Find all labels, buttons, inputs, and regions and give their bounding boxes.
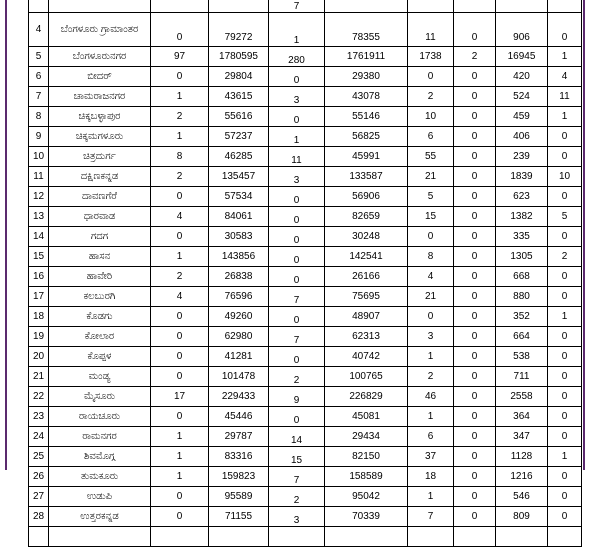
col4-value-cell: 62313: [325, 327, 408, 347]
col2-value-cell: 30583: [209, 227, 269, 247]
district-name-cell: ತುಮಕೂರು: [49, 467, 151, 487]
table-row: [29, 87, 582, 107]
serial-number-cell: 17: [29, 287, 49, 307]
col3-value-cell: 0: [269, 307, 325, 327]
col7-value-cell: 906: [496, 13, 548, 47]
col3-value-cell: 0: [269, 247, 325, 267]
table-row: [29, 367, 582, 387]
col6-value-cell: 0: [454, 127, 496, 147]
col3-value-cell: 0: [269, 187, 325, 207]
col6-value-cell: 0: [454, 87, 496, 107]
col4-value-cell: 40742: [325, 347, 408, 367]
col4-value-cell: 70339: [325, 507, 408, 527]
col4-value-cell: [325, 0, 408, 13]
col4-value-cell: 29380: [325, 67, 408, 87]
col3-value-cell: 7: [269, 467, 325, 487]
col5-value-cell: 0: [408, 67, 454, 87]
col8-value-cell: 0: [548, 507, 582, 527]
serial-number-cell: 10: [29, 147, 49, 167]
col7-value-cell: 809: [496, 507, 548, 527]
serial-number-cell: 23: [29, 407, 49, 427]
serial-number-cell: 13: [29, 207, 49, 227]
col2-value-cell: 159823: [209, 467, 269, 487]
col2-value-cell: 79272: [209, 13, 269, 47]
serial-number-cell: 4: [29, 13, 49, 47]
serial-number-cell: 16: [29, 267, 49, 287]
page-border-left: [5, 0, 7, 470]
district-name-cell: ಚಿತ್ರದುರ್ಗ: [49, 147, 151, 167]
district-name-cell: ಬೆಂಗಳೂರು ಗ್ರಾಮಾಂತರ: [49, 13, 151, 47]
col8-value-cell: 11: [548, 87, 582, 107]
table-row: [29, 327, 582, 347]
col5-value-cell: [408, 527, 454, 547]
serial-number-cell: [29, 527, 49, 547]
col4-value-cell: 45991: [325, 147, 408, 167]
district-name-cell: [49, 0, 151, 13]
col8-value-cell: 0: [548, 287, 582, 307]
col7-value-cell: 364: [496, 407, 548, 427]
col1-value-cell: 97: [151, 47, 209, 67]
serial-number-cell: 24: [29, 427, 49, 447]
col6-value-cell: 0: [454, 267, 496, 287]
col5-value-cell: 11: [408, 13, 454, 47]
col5-value-cell: 1: [408, 407, 454, 427]
col8-value-cell: 2: [548, 247, 582, 267]
col8-value-cell: 1: [548, 307, 582, 327]
col5-value-cell: 15: [408, 207, 454, 227]
col5-value-cell: 4: [408, 267, 454, 287]
col6-value-cell: 0: [454, 287, 496, 307]
col6-value-cell: 0: [454, 13, 496, 47]
district-name-cell: ಗದಗ: [49, 227, 151, 247]
col4-value-cell: 55146: [325, 107, 408, 127]
district-name-cell: ಕೊಡಗು: [49, 307, 151, 327]
col1-value-cell: 17: [151, 387, 209, 407]
district-name-cell: ರಾಯಚೂರು: [49, 407, 151, 427]
col4-value-cell: 78355: [325, 13, 408, 47]
col4-value-cell: 95042: [325, 487, 408, 507]
col6-value-cell: 0: [454, 227, 496, 247]
district-name-cell: ಮಂಡ್ಯ: [49, 367, 151, 387]
district-name-cell: ಚಿಕ್ಕಮಗಳೂರು: [49, 127, 151, 147]
col8-value-cell: 0: [548, 13, 582, 47]
district-data-table: [28, 0, 582, 547]
table-row: [29, 407, 582, 427]
col8-value-cell: 0: [548, 407, 582, 427]
col6-value-cell: 0: [454, 147, 496, 167]
col1-value-cell: 0: [151, 367, 209, 387]
col1-value-cell: 4: [151, 287, 209, 307]
col7-value-cell: 406: [496, 127, 548, 147]
col5-value-cell: 3: [408, 327, 454, 347]
col6-value-cell: 0: [454, 367, 496, 387]
col8-value-cell: 5: [548, 207, 582, 227]
serial-number-cell: 6: [29, 67, 49, 87]
col6-value-cell: 0: [454, 167, 496, 187]
col6-value-cell: 0: [454, 207, 496, 227]
col2-value-cell: 49260: [209, 307, 269, 327]
serial-number-cell: 20: [29, 347, 49, 367]
district-name-cell: ಹಾಸನ: [49, 247, 151, 267]
district-name-cell: ಉತ್ತರಕನ್ನಡ: [49, 507, 151, 527]
table-row: [29, 527, 582, 547]
col1-value-cell: 0: [151, 13, 209, 47]
col5-value-cell: 2: [408, 367, 454, 387]
col8-value-cell: 1: [548, 47, 582, 67]
col2-value-cell: 55616: [209, 107, 269, 127]
col1-value-cell: 4: [151, 207, 209, 227]
col1-value-cell: 2: [151, 107, 209, 127]
table-row: [29, 107, 582, 127]
table-row: [29, 67, 582, 87]
col4-value-cell: 45081: [325, 407, 408, 427]
col1-value-cell: 0: [151, 507, 209, 527]
col1-value-cell: 0: [151, 67, 209, 87]
col3-value-cell: 3: [269, 167, 325, 187]
col4-value-cell: 75695: [325, 287, 408, 307]
col5-value-cell: 55: [408, 147, 454, 167]
col2-value-cell: 76596: [209, 287, 269, 307]
col6-value-cell: 0: [454, 407, 496, 427]
serial-number-cell: 21: [29, 367, 49, 387]
col2-value-cell: 57237: [209, 127, 269, 147]
col5-value-cell: 8: [408, 247, 454, 267]
col1-value-cell: 8: [151, 147, 209, 167]
col6-value-cell: 0: [454, 307, 496, 327]
district-name-cell: ಕೊಪ್ಪಳ: [49, 347, 151, 367]
col3-value-cell: 0: [269, 67, 325, 87]
district-name-cell: ಬೀದರ್: [49, 67, 151, 87]
col6-value-cell: 0: [454, 427, 496, 447]
col2-value-cell: 62980: [209, 327, 269, 347]
table-row: [29, 347, 582, 367]
col1-value-cell: 0: [151, 327, 209, 347]
col4-value-cell: 43078: [325, 87, 408, 107]
col1-value-cell: 0: [151, 407, 209, 427]
col7-value-cell: 711: [496, 367, 548, 387]
col4-value-cell: 82150: [325, 447, 408, 467]
col1-value-cell: [151, 0, 209, 13]
col8-value-cell: 0: [548, 147, 582, 167]
col8-value-cell: 0: [548, 327, 582, 347]
district-name-cell: ಚಿಕ್ಕಬಳ್ಳಾಪುರ: [49, 107, 151, 127]
col6-value-cell: 0: [454, 187, 496, 207]
district-name-cell: ಕಲಬುರಗಿ: [49, 287, 151, 307]
table-row: [29, 447, 582, 467]
col7-value-cell: 335: [496, 227, 548, 247]
col7-value-cell: 239: [496, 147, 548, 167]
col2-value-cell: 1780595: [209, 47, 269, 67]
serial-number-cell: 25: [29, 447, 49, 467]
col2-value-cell: 41281: [209, 347, 269, 367]
col7-value-cell: 16945: [496, 47, 548, 67]
col1-value-cell: 1: [151, 87, 209, 107]
district-name-cell: ಶಿವಮೊಗ್ಗ: [49, 447, 151, 467]
col3-value-cell: 9: [269, 387, 325, 407]
col8-value-cell: 1: [548, 107, 582, 127]
col1-value-cell: 0: [151, 307, 209, 327]
table-row: [29, 13, 582, 47]
col3-value-cell: 0: [269, 347, 325, 367]
col7-value-cell: [496, 0, 548, 13]
serial-number-cell: 28: [29, 507, 49, 527]
col3-value-cell: 1: [269, 13, 325, 47]
col7-value-cell: 1128: [496, 447, 548, 467]
col8-value-cell: [548, 527, 582, 547]
serial-number-cell: 19: [29, 327, 49, 347]
col1-value-cell: 1: [151, 247, 209, 267]
serial-number-cell: 11: [29, 167, 49, 187]
table-row: [29, 307, 582, 327]
serial-number-cell: 22: [29, 387, 49, 407]
col3-value-cell: 280: [269, 47, 325, 67]
col8-value-cell: 0: [548, 367, 582, 387]
col3-value-cell: 2: [269, 487, 325, 507]
col5-value-cell: 0: [408, 307, 454, 327]
col7-value-cell: 880: [496, 287, 548, 307]
col8-value-cell: 4: [548, 67, 582, 87]
col6-value-cell: 0: [454, 107, 496, 127]
col3-value-cell: 3: [269, 87, 325, 107]
col3-value-cell: 7: [269, 0, 325, 13]
district-name-cell: [49, 527, 151, 547]
col7-value-cell: 546: [496, 487, 548, 507]
col6-value-cell: 0: [454, 327, 496, 347]
col4-value-cell: 1761911: [325, 47, 408, 67]
col3-value-cell: 0: [269, 227, 325, 247]
col4-value-cell: 30248: [325, 227, 408, 247]
col2-value-cell: [209, 0, 269, 13]
col5-value-cell: 6: [408, 427, 454, 447]
col1-value-cell: 1: [151, 127, 209, 147]
col4-value-cell: 48907: [325, 307, 408, 327]
col5-value-cell: 46: [408, 387, 454, 407]
col4-value-cell: 56906: [325, 187, 408, 207]
table-row: [29, 167, 582, 187]
table-row: [29, 427, 582, 447]
col2-value-cell: 71155: [209, 507, 269, 527]
col8-value-cell: 0: [548, 267, 582, 287]
col3-value-cell: 7: [269, 287, 325, 307]
col4-value-cell: 82659: [325, 207, 408, 227]
col2-value-cell: 29804: [209, 67, 269, 87]
col2-value-cell: 43615: [209, 87, 269, 107]
col6-value-cell: 0: [454, 247, 496, 267]
col6-value-cell: [454, 0, 496, 13]
district-name-cell: ದಾವಣಗೆರೆ: [49, 187, 151, 207]
col3-value-cell: 7: [269, 327, 325, 347]
col2-value-cell: 135457: [209, 167, 269, 187]
serial-number-cell: 15: [29, 247, 49, 267]
col5-value-cell: 21: [408, 167, 454, 187]
district-name-cell: ಮೈಸೂರು: [49, 387, 151, 407]
col5-value-cell: 1738: [408, 47, 454, 67]
col7-value-cell: 459: [496, 107, 548, 127]
col5-value-cell: 5: [408, 187, 454, 207]
col2-value-cell: 229433: [209, 387, 269, 407]
table-row: [29, 47, 582, 67]
col1-value-cell: 2: [151, 167, 209, 187]
table-row: [29, 267, 582, 287]
district-name-cell: ದಕ್ಷಿಣಕನ್ನಡ: [49, 167, 151, 187]
col2-value-cell: 46285: [209, 147, 269, 167]
col8-value-cell: 0: [548, 127, 582, 147]
col6-value-cell: 0: [454, 447, 496, 467]
col7-value-cell: 352: [496, 307, 548, 327]
col1-value-cell: 1: [151, 447, 209, 467]
col2-value-cell: 26838: [209, 267, 269, 287]
col7-value-cell: 538: [496, 347, 548, 367]
district-name-cell: ರಾಮನಗರ: [49, 427, 151, 447]
col4-value-cell: [325, 527, 408, 547]
col3-value-cell: 0: [269, 107, 325, 127]
col2-value-cell: [209, 527, 269, 547]
col6-value-cell: 0: [454, 487, 496, 507]
col7-value-cell: 1839: [496, 167, 548, 187]
col8-value-cell: 0: [548, 427, 582, 447]
col3-value-cell: 0: [269, 267, 325, 287]
table-row: [29, 487, 582, 507]
col5-value-cell: 1: [408, 347, 454, 367]
col2-value-cell: 83316: [209, 447, 269, 467]
col4-value-cell: 26166: [325, 267, 408, 287]
serial-number-cell: 9: [29, 127, 49, 147]
col1-value-cell: 0: [151, 227, 209, 247]
serial-number-cell: 7: [29, 87, 49, 107]
col7-value-cell: [496, 527, 548, 547]
col4-value-cell: 158589: [325, 467, 408, 487]
col5-value-cell: 6: [408, 127, 454, 147]
col2-value-cell: 29787: [209, 427, 269, 447]
col1-value-cell: 1: [151, 427, 209, 447]
col6-value-cell: 0: [454, 67, 496, 87]
col2-value-cell: 84061: [209, 207, 269, 227]
col8-value-cell: 0: [548, 467, 582, 487]
serial-number-cell: 12: [29, 187, 49, 207]
table-row: [29, 247, 582, 267]
col3-value-cell: 2: [269, 367, 325, 387]
col8-value-cell: 0: [548, 187, 582, 207]
col3-value-cell: 11: [269, 147, 325, 167]
col5-value-cell: 1: [408, 487, 454, 507]
col4-value-cell: 100765: [325, 367, 408, 387]
col5-value-cell: [408, 0, 454, 13]
col5-value-cell: 7: [408, 507, 454, 527]
col6-value-cell: [454, 527, 496, 547]
col1-value-cell: 2: [151, 267, 209, 287]
col6-value-cell: 0: [454, 467, 496, 487]
table-row: [29, 147, 582, 167]
col7-value-cell: 347: [496, 427, 548, 447]
col4-value-cell: 29434: [325, 427, 408, 447]
serial-number-cell: 14: [29, 227, 49, 247]
col7-value-cell: 1216: [496, 467, 548, 487]
col7-value-cell: 420: [496, 67, 548, 87]
page-border-right: [583, 0, 585, 470]
col8-value-cell: 10: [548, 167, 582, 187]
district-name-cell: ಕೋಲಾರ: [49, 327, 151, 347]
district-name-cell: ಉಡುಪಿ: [49, 487, 151, 507]
col7-value-cell: 524: [496, 87, 548, 107]
table-row: [29, 187, 582, 207]
col8-value-cell: 0: [548, 487, 582, 507]
serial-number-cell: 8: [29, 107, 49, 127]
district-name-cell: ಧಾರವಾಡ: [49, 207, 151, 227]
serial-number-cell: [29, 0, 49, 13]
col2-value-cell: 95589: [209, 487, 269, 507]
col7-value-cell: 668: [496, 267, 548, 287]
col3-value-cell: 0: [269, 407, 325, 427]
col2-value-cell: 57534: [209, 187, 269, 207]
col4-value-cell: 56825: [325, 127, 408, 147]
col6-value-cell: 0: [454, 387, 496, 407]
col3-value-cell: 1: [269, 127, 325, 147]
col2-value-cell: 45446: [209, 407, 269, 427]
col7-value-cell: 2558: [496, 387, 548, 407]
col6-value-cell: 0: [454, 507, 496, 527]
col5-value-cell: 10: [408, 107, 454, 127]
table-row: [29, 507, 582, 527]
col6-value-cell: 0: [454, 347, 496, 367]
col1-value-cell: 0: [151, 487, 209, 507]
col8-value-cell: 1: [548, 447, 582, 467]
col5-value-cell: 37: [408, 447, 454, 467]
col5-value-cell: 18: [408, 467, 454, 487]
col1-value-cell: 1: [151, 467, 209, 487]
table-row: [29, 127, 582, 147]
col6-value-cell: 2: [454, 47, 496, 67]
col3-value-cell: 14: [269, 427, 325, 447]
col1-value-cell: 0: [151, 187, 209, 207]
col8-value-cell: 0: [548, 347, 582, 367]
serial-number-cell: 5: [29, 47, 49, 67]
col7-value-cell: 664: [496, 327, 548, 347]
table-row: [29, 227, 582, 247]
col4-value-cell: 133587: [325, 167, 408, 187]
col1-value-cell: [151, 527, 209, 547]
col5-value-cell: 0: [408, 227, 454, 247]
col7-value-cell: 1382: [496, 207, 548, 227]
col5-value-cell: 2: [408, 87, 454, 107]
col4-value-cell: 142541: [325, 247, 408, 267]
col4-value-cell: 226829: [325, 387, 408, 407]
col1-value-cell: 0: [151, 347, 209, 367]
serial-number-cell: 26: [29, 467, 49, 487]
col3-value-cell: 0: [269, 207, 325, 227]
col3-value-cell: 15: [269, 447, 325, 467]
table-row: [29, 387, 582, 407]
col7-value-cell: 1305: [496, 247, 548, 267]
district-name-cell: ಹಾವೇರಿ: [49, 267, 151, 287]
col8-value-cell: 0: [548, 227, 582, 247]
table-row: [29, 287, 582, 307]
district-name-cell: ಬೆಂಗಳೂರುನಗರ: [49, 47, 151, 67]
col8-value-cell: 0: [548, 387, 582, 407]
col3-value-cell: [269, 527, 325, 547]
serial-number-cell: 18: [29, 307, 49, 327]
col7-value-cell: 623: [496, 187, 548, 207]
col2-value-cell: 143856: [209, 247, 269, 267]
col5-value-cell: 21: [408, 287, 454, 307]
serial-number-cell: 27: [29, 487, 49, 507]
table-row: [29, 0, 582, 13]
col8-value-cell: [548, 0, 582, 13]
col2-value-cell: 101478: [209, 367, 269, 387]
table-row: [29, 207, 582, 227]
district-name-cell: ಚಾಮರಾಜನಗರ: [49, 87, 151, 107]
col3-value-cell: 3: [269, 507, 325, 527]
